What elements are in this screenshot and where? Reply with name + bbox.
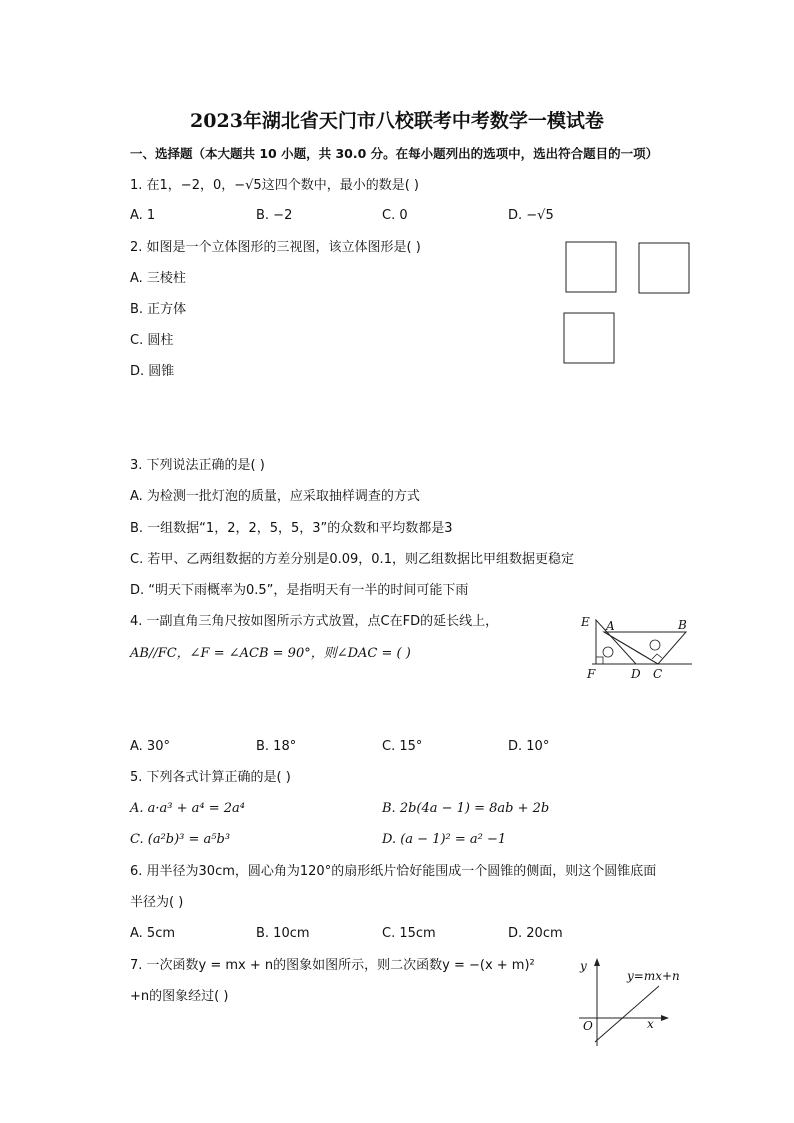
q6-option-b[interactable]: B. 10cm (256, 926, 310, 941)
q6-stem-line1: 6. 用半径为30cm，圆心角为120°的扇形纸片恰好能围成一个圆锥的侧面，则这个圆锥底面 (130, 864, 657, 879)
exam-title: 2023年湖北省天门市八校联考中考数学一模试卷 (190, 110, 604, 132)
label-d: D (631, 667, 641, 681)
q2-three-views-figure (560, 238, 695, 368)
top-view-square (564, 313, 614, 363)
label-a: A (606, 619, 615, 633)
q4-option-d[interactable]: D. 10° (508, 739, 550, 754)
q5-option-a[interactable]: A. a·a³ + a⁴ = 2a⁴ (130, 801, 246, 816)
q3-option-a[interactable]: A. 为检测一批灯泡的质量，应采取抽样调查的方式 (130, 489, 420, 504)
front-view-square (566, 242, 616, 292)
q2-option-b[interactable]: B. 正方体 (130, 302, 187, 317)
q2-option-d[interactable]: D. 圆锥 (130, 364, 175, 379)
q6-option-d[interactable]: D. 20cm (508, 926, 563, 941)
q2-option-c[interactable]: C. 圆柱 (130, 333, 174, 348)
q1-option-b[interactable]: B. −2 (256, 208, 293, 223)
q1-option-a[interactable]: A. 1 (130, 208, 156, 223)
q4-triangle-figure (578, 614, 698, 682)
q4-option-b[interactable]: B. 18° (256, 739, 297, 754)
q4-stem-line1: 4. 一副直角三角尺按如图所示方式放置，点C在FD的延长线上， (130, 614, 499, 629)
q7-stem-line1: 7. 一次函数y = mx + n的图象如图所示，则二次函数y = −(x + m)² (130, 958, 535, 973)
q1-stem: 1. 在1，−2，0，−√5这四个数中，最小的数是( ) (130, 178, 419, 193)
label-y-axis: y (580, 959, 587, 973)
q5-stem: 5. 下列各式计算正确的是( ) (130, 770, 291, 785)
label-origin: O (583, 1019, 593, 1033)
q7-stem-line2: +n的图象经过( ) (130, 989, 229, 1004)
label-b: B (678, 618, 687, 632)
label-f: F (587, 667, 596, 681)
label-x-axis: x (647, 1017, 654, 1031)
label-e: E (581, 615, 590, 629)
q7-linear-function-graph (575, 956, 695, 1048)
q6-option-a[interactable]: A. 5cm (130, 926, 176, 941)
q2-option-a[interactable]: A. 三棱柱 (130, 271, 186, 286)
q3-option-c[interactable]: C. 若甲、乙两组数据的方差分别是0.09，0.1，则乙组数据比甲组数据更稳定 (130, 552, 574, 567)
q1-option-c[interactable]: C. 0 (382, 208, 408, 223)
q3-option-b[interactable]: B. 一组数据“1，2，2，5，5，3”的众数和平均数都是3 (130, 521, 453, 536)
label-c: C (653, 667, 663, 681)
q3-option-d[interactable]: D. “明天下雨概率为0.5”，是指明天有一半的时间可能下雨 (130, 583, 469, 598)
q6-option-c[interactable]: C. 15cm (382, 926, 436, 941)
q1-option-d[interactable]: D. −√5 (508, 208, 554, 223)
q4-option-a[interactable]: A. 30° (130, 739, 170, 754)
q2-stem: 2. 如图是一个立体图形的三视图，该立体图形是( ) (130, 240, 421, 255)
q6-stem-line2: 半径为( ) (130, 895, 184, 910)
label-line: y=mx+n (627, 969, 680, 983)
q5-option-c[interactable]: C. (a²b)³ = a⁵b³ (130, 832, 231, 847)
q3-stem: 3. 下列说法正确的是( ) (130, 458, 265, 473)
side-view-square (639, 243, 689, 293)
q4-stem-line2: AB//FC，∠F = ∠ACB = 90°，则∠DAC = ( ) (130, 646, 411, 661)
section-heading: 一、选择题（本大题共 10 小题，共 30.0 分。在每小题列出的选项中，选出符合题目的一项） (130, 146, 659, 161)
q5-option-b[interactable]: B. 2b(4a − 1) = 8ab + 2b (382, 801, 550, 816)
q5-option-d[interactable]: D. (a − 1)² = a² −1 (382, 832, 507, 847)
q4-option-c[interactable]: C. 15° (382, 739, 423, 754)
